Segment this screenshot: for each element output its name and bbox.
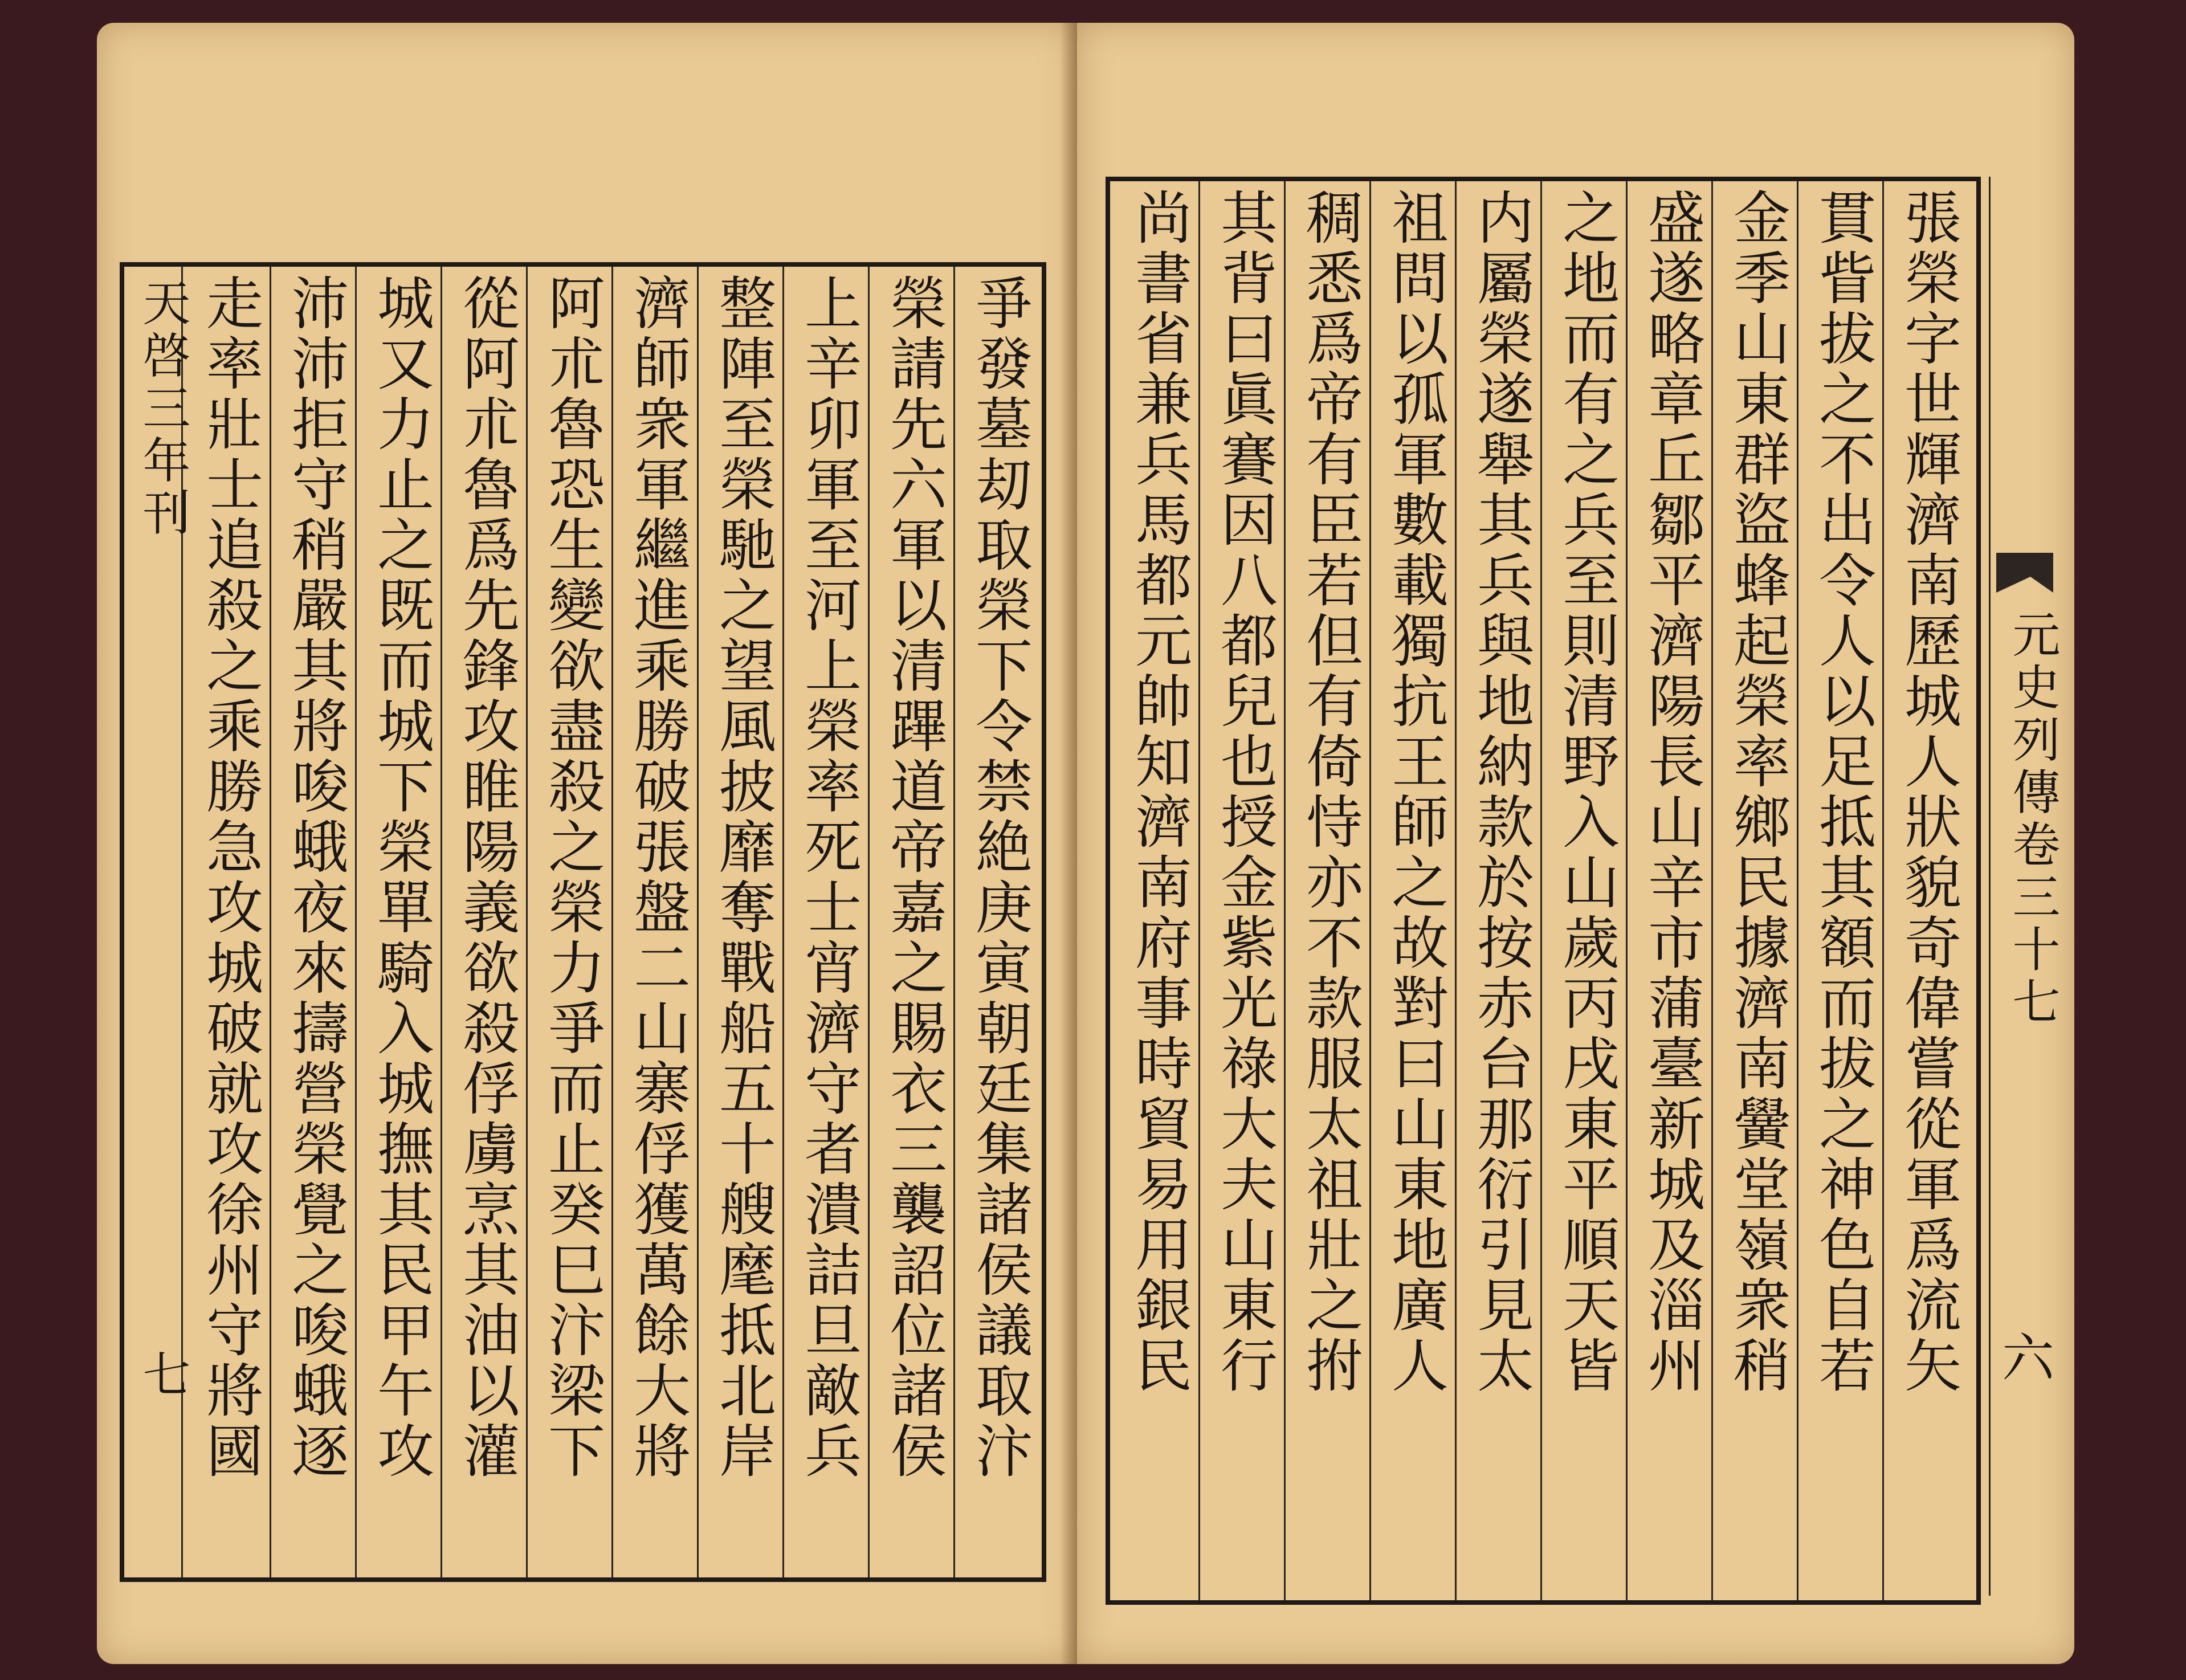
text-column: 榮請先六軍以清蹕道帝嘉之賜衣三襲詔位諸侯 <box>880 274 947 1482</box>
text-column: 走率壯士追殺之乘勝急攻城破就攻徐州守將國 <box>197 274 263 1482</box>
column-rule <box>1797 181 1798 1600</box>
text-column: 城又力止之既而城下榮單騎入城撫其民甲午攻 <box>368 274 434 1482</box>
text-column: 爭發墓刧取榮下令禁絶庚寅朝廷集諸侯議取汴 <box>966 274 1033 1482</box>
right-text-frame <box>1106 177 1981 1605</box>
column-rule <box>1369 181 1371 1600</box>
text-column: 祖問以孤軍數載獨抗王師之故對曰山東地廣人 <box>1382 188 1449 1396</box>
text-column: 稠悉爲帝有臣若但有倚恃亦不款服太祖壯之拊 <box>1296 188 1363 1396</box>
text-column: 阿朮魯恐生變欲盡殺之榮力爭而止癸巳汴梁下 <box>539 274 605 1482</box>
folio-number: 七 <box>135 1349 191 1402</box>
text-column: 張榮字世輝濟南歷城人狀貌奇偉嘗從軍爲流矢 <box>1895 188 1961 1396</box>
column-rule <box>611 267 613 1577</box>
fold-column <box>1989 177 2059 1596</box>
column-rule <box>1711 181 1713 1600</box>
column-rule <box>355 267 357 1577</box>
text-column: 尚書省兼兵馬都元帥知濟南府事時貿易用銀民 <box>1125 188 1192 1396</box>
text-column: 貫眥拔之不出令人以足抵其額而拔之神色自若 <box>1809 188 1876 1396</box>
column-rule <box>1198 181 1200 1600</box>
fold-block-mark <box>124 267 191 1577</box>
text-column: 整陣至榮馳之望風披靡奪戰船五十艘麾抵北岸 <box>709 274 776 1482</box>
text-column: 金季山東群盜蜂起榮率鄉民據濟南黌堂嶺衆稍 <box>1724 188 1791 1396</box>
column-rule <box>1455 181 1457 1600</box>
text-column: 其背曰眞賽因八都兒也授金紫光祿大夫山東行 <box>1211 188 1278 1396</box>
text-column: 之地而有之兵至則清野入山歲丙戌東平順天皆 <box>1553 188 1620 1396</box>
right-page <box>1077 23 2074 1664</box>
text-column: 上辛卯軍至河上榮率死士宵濟守者潰詰旦敵兵 <box>795 274 862 1482</box>
left-page <box>97 23 1077 1664</box>
running-head: 元史列傳卷三十七 <box>2005 610 2061 1029</box>
column-rule <box>782 267 784 1577</box>
column-rule <box>697 267 699 1577</box>
left-text-frame <box>120 262 1046 1582</box>
column-rule <box>526 267 528 1577</box>
text-column: 内屬榮遂舉其兵與地納款於按赤台那衍引見太 <box>1467 188 1534 1396</box>
folio-number: 六 <box>2002 1328 2055 1389</box>
column-rule <box>441 267 442 1577</box>
column-rule <box>1540 181 1542 1600</box>
column-rule <box>953 267 955 1577</box>
fold-text: 天啓三年刊 <box>135 278 191 540</box>
text-column: 沛沛拒守稍嚴其將唆蛾夜來擣營榮覺之唆蛾逐 <box>282 274 349 1482</box>
column-rule <box>270 267 271 1577</box>
column-rule <box>1626 181 1628 1600</box>
text-column: 從阿朮魯爲先鋒攻睢陽義欲殺俘虜烹其油以灌 <box>453 274 520 1482</box>
column-rule <box>868 267 870 1577</box>
text-column: 濟師衆軍繼進乘勝破張盤二山寨俘獲萬餘大將 <box>624 274 691 1482</box>
column-rule <box>1284 181 1286 1600</box>
book-spread <box>97 23 2074 1664</box>
fishtail-mark <box>1996 553 2053 593</box>
text-column: 盛遂略章丘鄒平濟陽長山辛市蒲臺新城及淄州 <box>1638 188 1705 1396</box>
column-rule <box>1882 181 1884 1600</box>
